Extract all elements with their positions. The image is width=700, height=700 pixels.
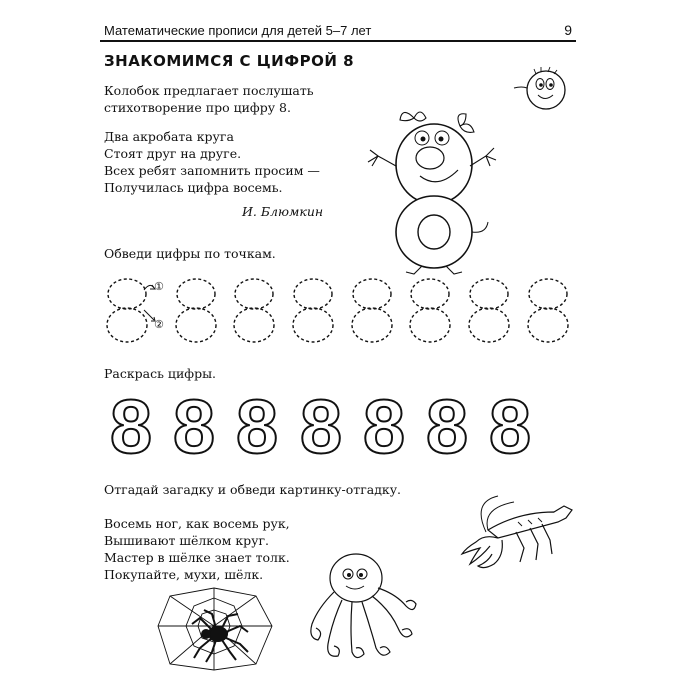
trace-eight	[176, 279, 216, 342]
poem-line: Два акробата круга	[104, 129, 234, 144]
crayfish-illustration[interactable]	[458, 492, 583, 582]
trace-eight	[352, 279, 392, 342]
poem-line: Всех ребят запомнить просим —	[104, 163, 320, 178]
riddle-line: Вышивают шёлком круг.	[104, 533, 270, 548]
header-divider	[100, 40, 576, 42]
svg-text:8: 8	[299, 385, 343, 470]
stroke-order-marker: ①	[154, 280, 164, 293]
coloring-eight	[292, 385, 350, 470]
tracing-row	[100, 276, 580, 346]
svg-text:8: 8	[109, 385, 153, 470]
trace-eight	[293, 279, 333, 342]
trace-eight	[107, 279, 147, 342]
spider-illustration[interactable]	[156, 586, 274, 672]
stroke-order-marker: ②	[154, 318, 164, 331]
octopus-illustration[interactable]	[298, 548, 418, 664]
poem-line: Стоят друг на друге.	[104, 146, 242, 161]
kolobok-illustration	[508, 62, 578, 114]
coloring-eight	[165, 385, 223, 470]
svg-text:8: 8	[488, 385, 532, 470]
svg-text:8: 8	[172, 385, 216, 470]
trace-eight	[469, 279, 509, 342]
svg-text:8: 8	[362, 385, 406, 470]
poem-line: Получилась цифра восемь.	[104, 180, 283, 195]
riddle	[104, 515, 290, 583]
page-heading: ЗНАКОМИМСЯ С ЦИФРОЙ 8	[104, 52, 355, 70]
trace-eight	[528, 279, 568, 342]
color-instruction: Раскрась цифры.	[104, 366, 216, 381]
poem	[104, 128, 320, 196]
coloring-eight	[228, 385, 286, 470]
riddle-line: Восемь ног, как восемь рук,	[104, 516, 290, 531]
svg-text:8: 8	[235, 385, 279, 470]
trace-instruction: Обведи цифры по точкам.	[104, 246, 276, 261]
trace-eight	[234, 279, 274, 342]
riddle-instruction: Отгадай загадку и обведи картинку-отгадку.	[104, 482, 402, 497]
coloring-eight	[481, 385, 539, 470]
poem-author: И. Блюмкин	[242, 204, 324, 219]
page-header	[104, 22, 572, 42]
book-title: Математические прописи для детей 5–7 лет	[104, 23, 372, 38]
riddle-line: Мастер в шёлке знает толк.	[104, 550, 290, 565]
coloring-eight	[102, 385, 160, 470]
page-number: 9	[564, 22, 572, 38]
coloring-eight	[355, 385, 413, 470]
coloring-eight	[418, 385, 476, 470]
svg-text:8: 8	[425, 385, 469, 470]
eight-character-illustration	[362, 104, 502, 276]
intro-text: Колобок предлагает послушать стихотворение про цифру 8.	[104, 83, 314, 115]
riddle-line: Покупайте, мухи, шёлк.	[104, 567, 264, 582]
trace-eight	[410, 279, 450, 342]
